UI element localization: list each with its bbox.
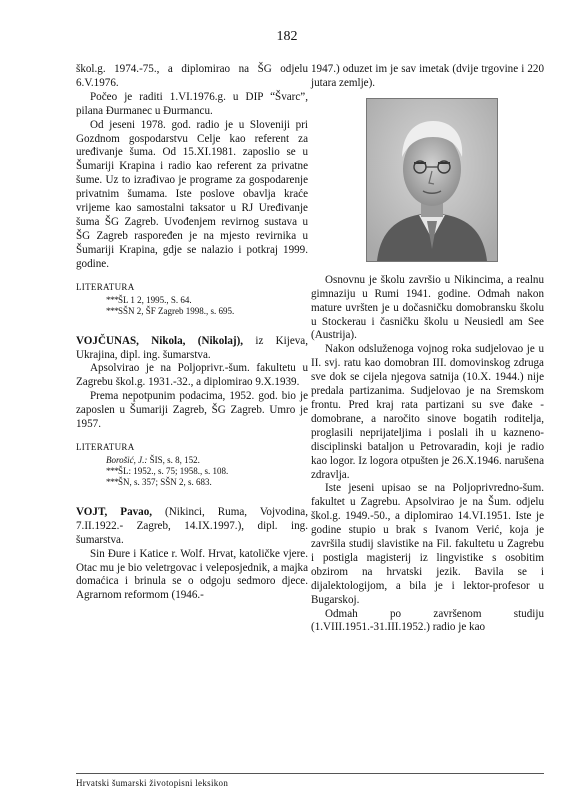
- continuation-paragraph: Počeo je raditi 1.VI.1976.g. u DIP “Švarc”, pilana Đurmanec u Đurmancu.: [76, 90, 308, 117]
- entry-paragraph: Odmah po završenom studiju (1.VIII.1951.-31.III.1952.) radio je kao: [311, 607, 544, 634]
- literatura-heading: LITERATURA: [76, 441, 135, 452]
- literatura-heading: LITERATURA: [76, 281, 135, 292]
- entry-paragraph: Iste jeseni upisao se na Poljoprivredno-šum. fakultet u Zagrebu. Apsolvirao je na Šum. odjelu škol.g. 1949.-50., a diplomirao 14.VI.1951. Iste je godine stupio u brak s Ivanom Verić, koja je završila studij slavistike na Fil. fakultetu u Zagrebu i postigla magisterij iz lingvistike s osobitim obzirom na hrvatski jezik. Bavila se i dijalektologijom, a bila je i lektor-profesor u Bugarskoj.: [311, 482, 544, 606]
- entry-name: VOJT, Pavao,: [76, 505, 153, 518]
- footer-divider: [76, 773, 544, 774]
- entry-paragraph: Nakon odsluženoga vojnog roka sudjelovao je u II. svj. ratu kao domobran III. domovinskog zdruga sve dok se cijela njegova satnija (10.X. 1944.) nije predala partizanima. Sudjelovao je na Sremskom frontu. Pred kraj rata partizani su sve đake - domobrane, a naročito sinove bogatih roditelja, proglasili neprijateljima i poslali ih u kazneno-disciplinski bataljon u Petrovaradin, koji je radio kao logor. Iz logora otpušten je 26.X.1946. narušena zdravlja.: [311, 343, 544, 481]
- continuation-paragraph: 1947.) oduzet im je sav imetak (dvije trgovine i 220 jutara zemlje).: [311, 63, 544, 89]
- literature-item: ***ŠL 1 2, 1995., S. 64.: [106, 294, 192, 305]
- left-column: [76, 63, 308, 603]
- literature-item: ***SŠN 2, ŠF Zagreb 1998., s. 695.: [106, 305, 235, 316]
- literature-item: Borošić, J.: ŠIS, s. 8, 152.: [106, 454, 200, 465]
- entry-paragraph: Apsolvirao je na Poljoprivr.-šum. fakultetu u Zagrebu škol.g. 1931.-32., a diplomirao 9.X.1939.: [76, 362, 308, 389]
- right-column: [311, 63, 544, 635]
- entry-header-vojt: VOJT, Pavao, (Nikinci, Ruma, Vojvodina, 7.II.1922.- Zagreb, 14.IX.1997.), dipl. ing. šumarstva.: [76, 505, 308, 546]
- entry-paragraph: Sin Đure i Katice r. Wolf. Hrvat, katoličke vjere. Otac mu je bio veletrgovac i veleposjednik, a majka domaćica i brinula se o odgoju sedmoro djece. Agrarnom reformom (1946.-: [76, 547, 308, 602]
- page-number: 182: [276, 29, 298, 44]
- portrait-image: [367, 99, 497, 261]
- portrait-photo: [366, 98, 498, 262]
- continuation-paragraph: škol.g. 1974.-75., a diplomirao na ŠG odjelu 6.V.1976.: [76, 63, 308, 89]
- literature-item: ***ŠL: 1952., s. 75; 1958., s. 108.: [106, 465, 229, 476]
- literature-item: ***ŠN, s. 357; SŠN 2, s. 683.: [106, 476, 212, 487]
- continuation-paragraph: Od jeseni 1978. god. radio je u Sloveniji pri Gozdnom gospodarstvu Celje kao referent za uređivanje šuma. Od 15.XI.1981. zaposlio se u Šumariji Krapina i radio kao referent za privatne šume. Uz to izrađivao je programe za gospodarenje privatnim šumama. Iste poslove obavlja kraće vrijeme kao samostalni taksator u RJ Uređivanje šuma ŠG Zagreb. Uvođenjem revirnog sustava u ŠG Zagreb raspoređen je na mjesto revirnika u Šumariji Krapina, gdje se nalazio i potkraj 1999. godine.: [76, 118, 308, 270]
- entry-paragraph: Osnovnu je školu završio u Nikincima, a realnu gimnaziju u Rumi 1941. godine. Odmah nakon mature uvršten je u dočasničku domobransku školu u Stockerau i časničku školu u Neusiedl am See (Austrija).: [311, 273, 544, 342]
- entry-paragraph: Prema nepotpunim podacima, 1952. god. bio je zaposlen u Šumariji Zagreb, ŠG Zagreb. Umro je 1957.: [76, 390, 308, 431]
- entry-name: VOJČUNAS, Nikola, (Nikolaj),: [76, 334, 244, 347]
- footer-title: Hrvatski šumarski životopisni leksikon: [76, 778, 229, 788]
- entry-header-vojcunas: VOJČUNAS, Nikola, (Nikolaj), iz Kijeva, Ukrajina, dipl. ing. šumarstva.: [76, 334, 308, 361]
